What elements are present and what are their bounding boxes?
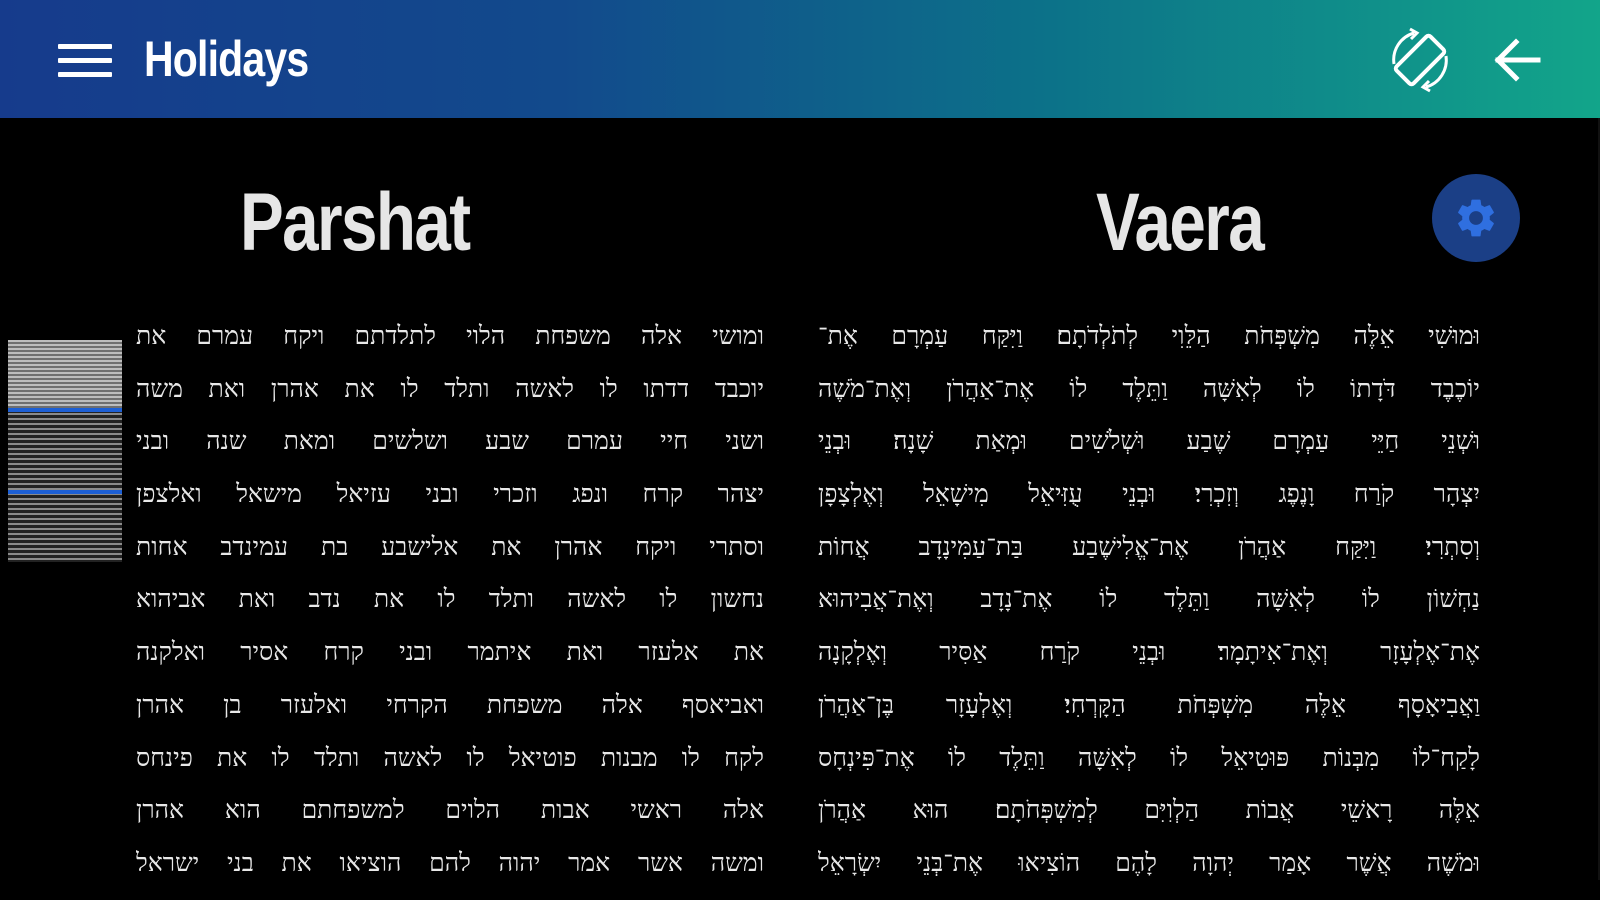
- arrow-back-icon: [1490, 36, 1542, 84]
- heading-parshat: Parshat: [240, 177, 470, 268]
- text-line: וּמוּשִׁי אֵלֶּה מִשְׁפְּחֹת הַלֵּוִי לְתֹלְדֹתָם׃ וַיִּקַּח עַמְרָם אֶת־: [818, 321, 1480, 350]
- text-line: יוכבד דדתו לו לאשה ותלד לו את אהרן ואת משה: [136, 373, 764, 403]
- menu-icon-bar: [58, 44, 112, 49]
- text-line: את אלעזר ואת איתמר ובני קרח אסיר ואלקנה: [136, 637, 764, 667]
- screen-rotation-icon: [1384, 24, 1456, 96]
- text-line: אֵלֶּה רָאשֵׁי אֲבוֹת הַלְוִיִּם לְמִשְׁפְּחֹתָם׃ הוּא אַהֲרֹן: [818, 795, 1480, 825]
- text-line: ושני חיי עמרם שבע ושלשים ומאת שנה ובני: [136, 426, 764, 456]
- app-bar: [0, 0, 1600, 118]
- text-line: אלה ראשי אבות הלוים למשפחתם הוא אהרן: [136, 795, 764, 825]
- menu-icon-bar: [58, 58, 112, 63]
- thumbnail-text-lines: [8, 408, 122, 562]
- screen-rotation-button[interactable]: [1384, 24, 1456, 96]
- text-line: יִצְהָר קֹרַח וָנֶפֶג וְזִכְרִי׃ וּבְנֵי עֻזִּיאֵל מִישָׁאֵל וְאֶלְצָפָן: [818, 479, 1480, 509]
- heading-parsha-name: Vaera: [1096, 177, 1264, 268]
- text-line: לָקַח־לוֹ מִבְּנוֹת פּוּטִיאֵל לוֹ לְאִשָּׁה וַתֵּלֶד לוֹ אֶת־פִּינְחָס: [818, 742, 1480, 772]
- thumbnail-highlight-line: [8, 408, 122, 412]
- back-button[interactable]: [1490, 36, 1542, 84]
- app-title: Holidays: [144, 31, 309, 87]
- text-line: ומשה אשר אמר יהוה להם הוציאו את בני ישראל: [136, 847, 764, 877]
- text-line: ואביאסף אלה משפחת הקרחי ואלעזר בן אהרן: [136, 689, 764, 719]
- text-line: וּשְׁנֵי חַיֵּי עַמְרָם שֶׁבַע וּשְׁלֹשִׁים וּמְאַת שָׁנָה׃ וּבְנֵי: [818, 426, 1480, 456]
- text-line: נַחְשׁוֹן לוֹ לְאִשָּׁה וַתֵּלֶד לוֹ אֶת־נָדָב וְאֶת־אֲבִיהוּא: [818, 584, 1480, 614]
- menu-icon-bar: [58, 72, 112, 77]
- text-line: ומושי אלה משפחת הלוי לתלדתם ויקח עמרם את: [136, 321, 764, 350]
- vocalized-text-column: [818, 310, 1480, 890]
- bottom-edge: [0, 880, 1600, 900]
- settings-button[interactable]: [1432, 174, 1520, 262]
- text-line: וסתרי ויקח אהרן את אלישבע בת עמינדב אחות: [136, 531, 764, 561]
- page-thumbnail[interactable]: [8, 340, 122, 562]
- text-line: יוֹכֶבֶד דֹּדָתוֹ לוֹ לְאִשָּׁה וַתֵּלֶד לוֹ אֶת־אַהֲרֹן וְאֶת־מֹשֶׁה: [818, 373, 1480, 403]
- menu-button[interactable]: [54, 36, 116, 84]
- text-line: וְסִתְרִי׃ וַיִּקַּח אַהֲרֹן אֶת־אֱלִישֶׁבַע בַּת־עַמִּינָדָב אֲחוֹת: [818, 531, 1480, 561]
- text-line: לקח לו מבנות פוטיאל לו לאשה ותלד לו את פינחס: [136, 742, 764, 772]
- plain-text-column: [136, 310, 764, 890]
- text-line: נחשון לו לאשה ותלד לו את נדב ואת אביהוא: [136, 584, 764, 614]
- gear-icon: [1453, 195, 1499, 241]
- text-line: יצהר קרח ונפג וזכרי ובני עזיאל מישאל ואלצפן: [136, 479, 764, 509]
- text-line: וּמֹשֶׁה אֲשֶׁר אָמַר יְהוָה לָהֶם הוֹצִיאוּ אֶת־בְּנֵי יִשְׂרָאֵל: [818, 847, 1480, 877]
- text-line: וַאֲבִיאָסָף אֵלֶּה מִשְׁפְּחֹת הַקָּרְחִי׃ וְאֶלְעָזָר בֶּן־אַהֲרֹן: [818, 689, 1480, 719]
- text-line: אֶת־אֶלְעָזָר וְאֶת־אִיתָמָר׃ וּבְנֵי קֹרַח אַסִּיר וְאֶלְקָנָה: [818, 637, 1480, 667]
- thumbnail-highlight-line: [8, 490, 122, 494]
